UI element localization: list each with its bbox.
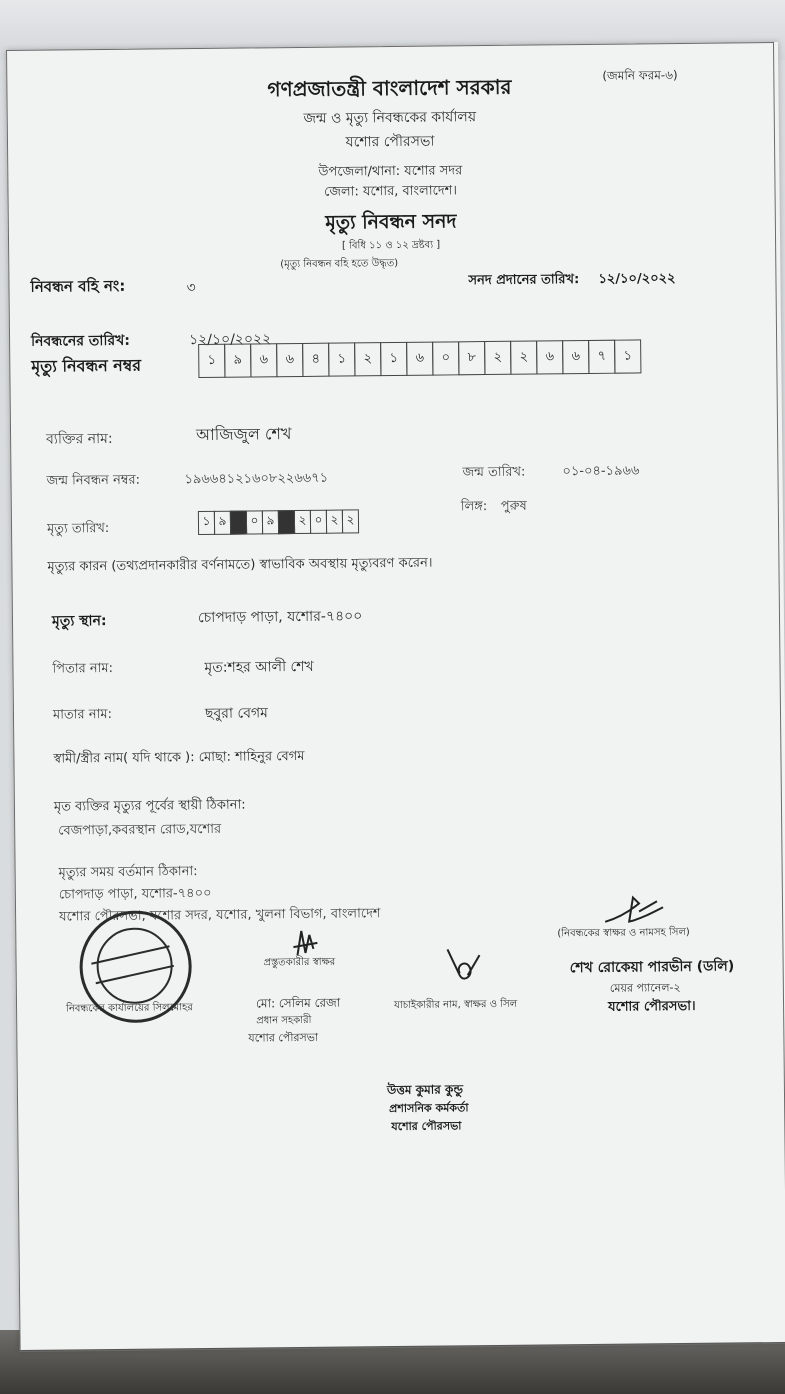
registrar-title: মেয়র প্যানেল-২ [609,981,681,995]
death-reg-number-label: মৃত্যু নিবন্ধন নম্বর [31,355,142,376]
preparer-office: যশোর পৌরসভা [248,1030,319,1045]
office-name: জন্ম ও মৃত্যু নিবন্ধকের কার্যালয় [303,109,477,127]
registration-date-value: ১২/১০/২০২২ [188,331,272,349]
spouse-line: স্বামী/স্ত্রীর নাম( যদি থাকে ): মোছা: শাহিনুর বেগম [53,748,305,767]
date-separator [230,511,247,535]
preparer-signature [287,927,327,957]
permanent-address-value: বেজপাড়া,কবরস্থান রোড,যশোর [58,821,222,839]
mother-name-label: মাতার নাম: [52,706,113,723]
death-date-label: মৃত্যু তারিখ: [46,520,110,537]
reg-digit: ২ [354,342,381,376]
date-digit: ২ [294,510,311,534]
form-label: (জমনি ফরম-৬) [602,68,678,83]
district-line: জেলা: যশোর, বাংলাদেশ। [323,183,458,200]
reg-digit: ১ [328,342,355,376]
reg-digit: ৪ [302,343,329,377]
rule-reference: [ বিধি ১১ ও ১২ দ্রষ্টব্য ] [341,239,441,252]
verifier-label: যাচাইকারীর নাম, স্বাক্ষর ও সিল [393,998,518,1012]
issue-date-value: ১২/১০/২০২২ [598,271,676,287]
date-digit: ০ [246,510,263,534]
register-book-value: ৩ [186,280,196,297]
preparer-name: মো: সেলিম রেজা [255,995,341,1011]
reg-digit: ৭ [588,340,615,374]
date-digit: ২ [342,509,359,533]
death-certificate-paper [6,42,785,1350]
reg-digit: ৯ [224,343,251,377]
current-address-line1: চোপদাড় পাড়া, যশোর-৭৪০০ [58,885,212,903]
officer-name: উত্তম কুমার কুন্ডু [386,1082,464,1098]
birth-date-label: জন্ম তারিখ: [462,464,526,481]
death-date-boxes [199,509,359,535]
place-of-death-label: মৃত্যু স্থান: [51,613,107,630]
source-note: (মৃত্যু নিবন্ধন বহি হতে উদ্ধৃত) [280,257,399,271]
reg-digit: ৬ [406,342,433,376]
birth-reg-number-label: জন্ম নিবন্ধন নম্বর: [46,472,141,489]
death-reg-number-boxes [199,339,641,378]
date-digit: ২ [326,510,343,534]
preparer-label: প্রস্তুতকারীর স্বাক্ষর [263,956,336,969]
date-digit: ১ [198,511,215,535]
birth-date-value: ০১-০৪-১৯৬৬ [562,463,640,480]
seal-label: নিবন্ধকের কার্যালয়ের সিলমোহর [66,1002,193,1015]
reg-digit: ২ [510,340,537,374]
reg-digit: ১ [198,344,225,378]
reg-digit: ৬ [536,340,563,374]
person-name-label: ব্যক্তির নাম: [46,430,113,448]
date-digit: ৯ [262,510,279,534]
preparer-title: প্রধান সহকারী [256,1014,312,1027]
current-address-line2: যশোর পৌরসভা, যশোর সদর, যশোর, খুলনা বিভাগ, বাংলাদেশ [59,906,381,925]
government-title: গণপ্রজাতন্ত্রী বাংলাদেশ সরকার [267,74,512,102]
officer-office: যশোর পৌরসভা [391,1119,462,1134]
issue-date-label: সনদ প্রদানের তারিখ: [468,272,580,289]
father-name-value: মৃত:শহর আলী শেখ [204,658,314,676]
reg-digit: ১ [380,342,407,376]
registrar-label: (নিবন্ধকের স্বাক্ষর ও নামসহ সিল) [557,926,690,940]
cause-of-death: মৃত্যুর কারন (তথ্যপ্রদানকারীর বর্ণনামতে) স্বাভাবিক অবস্থায় মৃত্যুবরণ করেন। [47,555,433,575]
father-name-label: পিতার নাম: [52,660,114,677]
reg-digit: ২ [484,341,511,375]
register-book-label: নিবন্ধন বহি নং: [30,276,126,296]
gender-label: লিঙ্গ: [460,499,488,515]
reg-digit: ৬ [562,340,589,374]
reg-digit: ৮ [458,341,485,375]
registrar-office: যশোর পৌরসভা। [607,998,696,1015]
reg-digit: ৬ [276,343,303,377]
person-name-value: আজিজুল শেখ [195,424,292,445]
date-separator [278,510,295,534]
date-digit: ৯ [214,511,231,535]
reg-digit: ০ [432,341,459,375]
registrar-name: শেখ রোকেয়া পারভীন (ডলি) [569,958,735,977]
permanent-address-label: মৃত ব্যক্তির মৃত্যুর পূর্বের স্থায়ী ঠিকানা: [53,797,246,815]
current-address-label: মৃত্যুর সময় বর্তমান ঠিকানা: [58,864,198,881]
upazila-line: উপজেলা/থানা: যশোর সদর [318,163,463,180]
date-digit: ০ [310,510,327,534]
birth-reg-number-value: ১৯৬৬৪১২১৬০৮২২৬৬৭১ [184,470,329,488]
gender-value: পুরুষ [500,498,527,514]
registration-date-label: নিবন্ধনের তারিখ: [30,332,131,350]
officer-title: প্রশাসনিক কর্মকর্তা [389,1101,469,1116]
verifier-signature [443,945,483,985]
municipality-name: যশোর পৌরসভা [345,133,435,151]
mother-name-value: ছবুরা বেগম [204,705,268,722]
certificate-title: মৃত্যু নিবন্ধন সনদ [325,210,457,234]
place-of-death-value: চোপদাড় পাড়া, যশোর-৭৪০০ [197,608,363,627]
reg-digit: ১ [614,339,641,373]
reg-digit: ৬ [250,343,277,377]
